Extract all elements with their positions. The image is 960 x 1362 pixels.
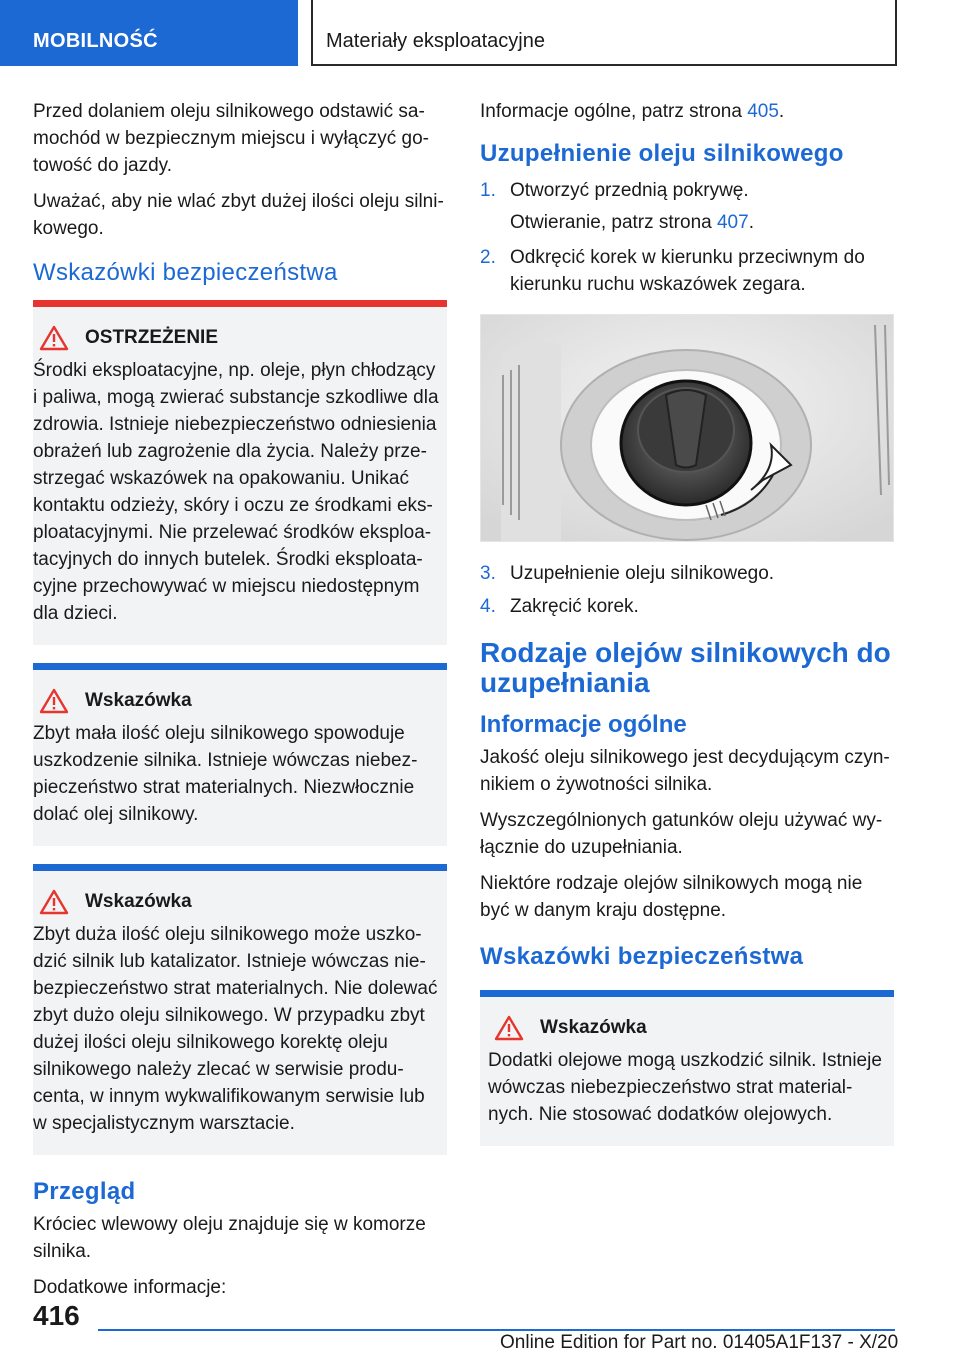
general-paragraph-1: Jakość oleju silnikowego jest decydującym czynnikiem o żywotności silnika. xyxy=(480,747,890,795)
warning-triangle-icon xyxy=(39,688,69,714)
topup-steps-list-continued xyxy=(480,560,894,620)
page-link-407[interactable]: 407 xyxy=(716,212,749,233)
general-info-reference xyxy=(480,98,894,125)
header-divider xyxy=(311,0,313,66)
note-box-3-title xyxy=(488,1015,886,1041)
safety-heading-right: Wskazówki bezpieczeństwa xyxy=(480,943,804,970)
general-info-end: . xyxy=(778,101,785,122)
step-number: 2. xyxy=(480,247,496,268)
step-text: Otworzyć przednią pokrywę. xyxy=(510,180,749,201)
chapter-title: Materiały eksploatacyjne xyxy=(326,30,545,52)
note-1-text: Zbyt mała ilość oleju silnikowego spowoduje uszkodzenie silnika. Istnieje wówczas niebezpieczeństwo strat materialnych. Niezwłocznie dolać olej silnikowy. xyxy=(33,723,418,825)
step-item xyxy=(480,593,894,620)
intro-paragraph-2: Uważać, aby nie wlać zbyt dużej ilości oleju silnikowego. xyxy=(33,191,444,239)
header-underline xyxy=(311,64,897,66)
note-3-text: Dodatki olejowe mogą uszkodzić silnik. Istnieje wówczas niebezpieczeństwo strat materialnych. Nie stosować dodatków olejowych. xyxy=(488,1050,882,1125)
step-text: Uzupełnienie oleju silnikowego. xyxy=(510,563,775,584)
footer-edition-text: Online Edition for Part no. 01405A1F137 - X/20 xyxy=(500,1332,899,1353)
note-box-1 xyxy=(33,663,447,846)
step-item xyxy=(480,177,894,204)
page-number: 416 xyxy=(33,1300,80,1331)
overview-paragraph-2: Dodatkowe informacje: xyxy=(33,1277,227,1298)
left-column xyxy=(33,98,447,1310)
safety-heading-left: Wskazówki bezpieczeństwa xyxy=(33,259,338,286)
general-info-text: Informacje ogólne, patrz strona xyxy=(480,101,748,122)
note-3-title-text: Wskazówka xyxy=(540,1017,647,1038)
topup-heading: Uzupełnienie oleju silnikowego xyxy=(480,140,844,167)
step-1-reference xyxy=(510,209,894,236)
step-number: 3. xyxy=(480,563,496,584)
section-tab-label: MOBILNOŚĆ xyxy=(33,30,158,52)
note-2-title-text: Wskazówka xyxy=(85,891,192,912)
step-item xyxy=(480,244,894,298)
general-paragraph-3: Niektóre rodzaje olejów silnikowych mogą nie być w danym kraju dostępne. xyxy=(480,873,863,921)
step-number: 4. xyxy=(480,596,496,617)
note-box-3 xyxy=(480,990,894,1146)
warning-box xyxy=(33,300,447,645)
step-text: Zakręcić korek. xyxy=(510,596,639,617)
header-right-divider xyxy=(895,0,897,66)
warning-triangle-icon xyxy=(39,889,69,915)
step-number: 1. xyxy=(480,180,496,201)
note-1-title-text: Wskazówka xyxy=(85,690,192,711)
oil-types-heading: Rodzaje olejów silnikowych do uzupełniania xyxy=(480,637,891,698)
note-box-2-title xyxy=(33,889,439,915)
warning-triangle-icon xyxy=(494,1015,524,1041)
step-item xyxy=(480,560,894,587)
overview-heading: Przegląd xyxy=(33,1178,136,1205)
right-column xyxy=(480,98,894,1164)
note-2-text: Zbyt duża ilość oleju silnikowego może uszkodzić silnik lub katalizator. Istnieje wówczas niebezpieczeństwo strat materialnych. Nie dolewać zbyt dużo oleju silnikowego. W przypadku zbyt dużej ilości oleju silnikowego korektę oleju silnikowego należy zlecać w serwisie producenta, w innym wykwalifikowanym serwisie lub w specjalistycznym warsztacie. xyxy=(33,924,438,1134)
warning-triangle-icon xyxy=(39,325,69,351)
step-1-reference-end: . xyxy=(748,212,754,233)
warning-box-title xyxy=(33,325,439,351)
topup-steps-list xyxy=(480,177,894,298)
general-paragraph-2: Wyszczególnionych gatunków oleju używać wyłącznie do uzupełniania. xyxy=(480,810,883,858)
overview-paragraph-1: Króciec wlewowy oleju znajduje się w komorze silnika. xyxy=(33,1214,426,1262)
general-info-heading: Informacje ogólne xyxy=(480,711,687,738)
footer-rule xyxy=(98,1329,895,1331)
warning-text: Środki eksploatacyjne, np. oleje, płyn chłodzący i paliwa, mogą zwierać substancje szkodliwe dla zdrowia. Istnieje niebezpieczeństwo odniesienia obrażeń lub zagrożenie dla życia. Należy przestrzegać wskazówek na opakowaniu. Unikać kontaktu odzieży, skóry i oczu ze środkami eksploatacyjnymi. Nie przelewać środków eksploatacyjnych do innych butelek. Środki eksploatacyjne przechowywać w miejscu niedostępnym dla dzieci. xyxy=(33,360,439,624)
oil-cap-photo xyxy=(480,314,894,542)
note-box-2 xyxy=(33,864,447,1155)
intro-paragraph-1: Przed dolaniem oleju silnikowego odstawić samochód w bezpiecznym miejscu i wyłączyć gotowość do jazdy. xyxy=(33,101,429,176)
warning-title-text: OSTRZEŻENIE xyxy=(85,327,219,348)
section-tab[interactable] xyxy=(0,0,298,66)
note-box-1-title xyxy=(33,688,439,714)
step-1-reference-text: Otwieranie, patrz strona xyxy=(510,212,717,233)
oil-cap-illustration xyxy=(481,315,894,542)
page-link-405[interactable]: 405 xyxy=(747,101,779,122)
step-text: Odkręcić korek w kierunku przeciwnym do kierunku ruchu wskazówek zegara. xyxy=(510,247,865,295)
